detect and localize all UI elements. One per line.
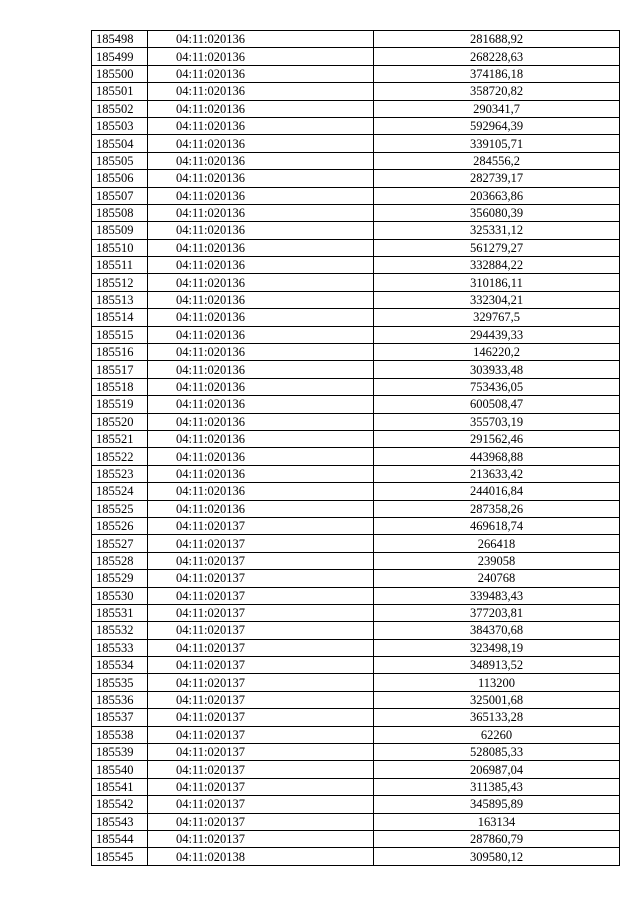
value-cell: 281688,92 [374, 31, 620, 48]
row-id-cell: 185515 [92, 326, 148, 343]
row-id-cell: 185525 [92, 500, 148, 517]
cadastral-code-text: 04:11:020136 [176, 449, 245, 464]
value-cell: 146220,2 [374, 344, 620, 361]
cadastral-code-text: 04:11:020136 [176, 240, 245, 255]
table-row [92, 483, 620, 500]
cadastral-code-text: 04:11:020137 [176, 797, 245, 812]
table-row [92, 326, 620, 343]
table-row [92, 744, 620, 761]
value-cell: 355703,19 [374, 413, 620, 430]
row-id-cell: 185537 [92, 709, 148, 726]
cadastral-code-cell [148, 48, 374, 65]
value-cell: 244016,84 [374, 483, 620, 500]
value-cell: 303933,48 [374, 361, 620, 378]
cadastral-code-cell [148, 796, 374, 813]
data-table [91, 30, 620, 866]
value-cell: 753436,05 [374, 378, 620, 395]
cadastral-code-text: 04:11:020137 [176, 536, 245, 551]
value-cell: 528085,33 [374, 744, 620, 761]
table-row [92, 430, 620, 447]
value-cell: 443968,88 [374, 448, 620, 465]
cadastral-code-text: 04:11:020136 [176, 293, 245, 308]
data-sheet [91, 30, 620, 866]
value-cell: 358720,82 [374, 83, 620, 100]
cadastral-code-cell [148, 726, 374, 743]
cadastral-code-text: 04:11:020136 [176, 49, 245, 64]
value-cell: 329767,5 [374, 309, 620, 326]
row-id-cell: 185542 [92, 796, 148, 813]
cadastral-code-cell [148, 309, 374, 326]
value-cell: 290341,7 [374, 100, 620, 117]
cadastral-code-cell [148, 65, 374, 82]
value-cell: 600508,47 [374, 396, 620, 413]
value-cell: 268228,63 [374, 48, 620, 65]
row-id-cell: 185543 [92, 813, 148, 830]
value-cell: 356080,39 [374, 204, 620, 221]
cadastral-code-text: 04:11:020136 [176, 66, 245, 81]
table-row [92, 709, 620, 726]
row-id-cell: 185539 [92, 744, 148, 761]
value-cell: 163134 [374, 813, 620, 830]
cadastral-code-cell [148, 709, 374, 726]
cadastral-code-cell [148, 204, 374, 221]
cadastral-code-text: 04:11:020136 [176, 258, 245, 273]
value-cell: 592964,39 [374, 117, 620, 134]
value-cell: 325001,68 [374, 691, 620, 708]
cadastral-code-cell [148, 222, 374, 239]
cadastral-code-cell [148, 31, 374, 48]
cadastral-code-cell [148, 639, 374, 656]
cadastral-code-cell [148, 187, 374, 204]
table-row [92, 222, 620, 239]
row-id-cell: 185500 [92, 65, 148, 82]
cadastral-code-text: 04:11:020137 [176, 710, 245, 725]
row-id-cell: 185530 [92, 587, 148, 604]
table-row [92, 309, 620, 326]
cadastral-code-cell [148, 744, 374, 761]
table-row [92, 274, 620, 291]
cadastral-code-text: 04:11:020137 [176, 519, 245, 534]
value-cell: 239058 [374, 552, 620, 569]
row-id-cell: 185532 [92, 622, 148, 639]
cadastral-code-text: 04:11:020136 [176, 466, 245, 481]
cadastral-code-cell [148, 448, 374, 465]
cadastral-code-cell [148, 552, 374, 569]
row-id-cell: 185544 [92, 830, 148, 847]
row-id-cell: 185531 [92, 604, 148, 621]
cadastral-code-text: 04:11:020136 [176, 380, 245, 394]
cadastral-code-cell [148, 830, 374, 847]
cadastral-code-cell [148, 135, 374, 152]
table-row [92, 830, 620, 847]
table-row [92, 796, 620, 813]
row-id-cell: 185534 [92, 657, 148, 674]
row-id-cell: 185516 [92, 344, 148, 361]
value-cell: 339105,71 [374, 135, 620, 152]
row-id-cell: 185511 [92, 257, 148, 274]
cadastral-code-cell [148, 657, 374, 674]
row-id-cell: 185538 [92, 726, 148, 743]
table-row [92, 239, 620, 256]
table-row [92, 778, 620, 795]
value-cell: 345895,89 [374, 796, 620, 813]
value-cell: 62260 [374, 726, 620, 743]
row-id-cell: 185508 [92, 204, 148, 221]
row-id-cell: 185521 [92, 430, 148, 447]
value-cell: 325331,12 [374, 222, 620, 239]
value-cell: 561279,27 [374, 239, 620, 256]
cadastral-code-text: 04:11:020136 [176, 119, 245, 134]
table-row [92, 622, 620, 639]
value-cell: 284556,2 [374, 152, 620, 169]
table-row [92, 535, 620, 552]
value-cell: 332884,22 [374, 257, 620, 274]
cadastral-code-cell [148, 100, 374, 117]
row-id-cell: 185527 [92, 535, 148, 552]
cadastral-code-text: 04:11:020136 [176, 101, 245, 116]
cadastral-code-text: 04:11:020137 [176, 571, 245, 586]
row-id-cell: 185522 [92, 448, 148, 465]
cadastral-code-text: 04:11:020136 [176, 32, 245, 47]
value-cell: 323498,19 [374, 639, 620, 656]
cadastral-code-cell [148, 257, 374, 274]
table-body [92, 31, 620, 866]
row-id-cell: 185519 [92, 396, 148, 413]
cadastral-code-cell [148, 430, 374, 447]
table-row [92, 500, 620, 517]
table-row [92, 413, 620, 430]
table-row [92, 639, 620, 656]
cadastral-code-text: 04:11:020136 [176, 84, 245, 99]
value-cell: 287358,26 [374, 500, 620, 517]
table-row [92, 344, 620, 361]
row-id-cell: 185528 [92, 552, 148, 569]
cadastral-code-text: 04:11:020136 [176, 223, 245, 238]
table-row [92, 204, 620, 221]
value-cell: 266418 [374, 535, 620, 552]
table-row [92, 570, 620, 587]
cadastral-code-cell [148, 117, 374, 134]
cadastral-code-cell [148, 813, 374, 830]
cadastral-code-text: 04:11:020136 [176, 345, 245, 360]
cadastral-code-cell [148, 274, 374, 291]
cadastral-code-cell [148, 326, 374, 343]
cadastral-code-text: 04:11:020137 [176, 623, 245, 638]
cadastral-code-text: 04:11:020136 [176, 327, 245, 342]
value-cell: 469618,74 [374, 517, 620, 534]
cadastral-code-text: 04:11:020136 [176, 171, 245, 186]
row-id-cell: 185509 [92, 222, 148, 239]
table-row [92, 152, 620, 169]
cadastral-code-text: 04:11:020136 [176, 206, 245, 221]
cadastral-code-cell [148, 517, 374, 534]
table-row [92, 135, 620, 152]
row-id-cell: 185502 [92, 100, 148, 117]
row-id-cell: 185505 [92, 152, 148, 169]
value-cell: 311385,43 [374, 778, 620, 795]
cadastral-code-cell [148, 239, 374, 256]
cadastral-code-cell [148, 483, 374, 500]
value-cell: 240768 [374, 570, 620, 587]
cadastral-code-cell [148, 413, 374, 430]
cadastral-code-cell [148, 570, 374, 587]
row-id-cell: 185498 [92, 31, 148, 48]
cadastral-code-text: 04:11:020136 [176, 188, 245, 203]
row-id-cell: 185524 [92, 483, 148, 500]
value-cell: 282739,17 [374, 170, 620, 187]
table-row [92, 465, 620, 482]
table-row [92, 117, 620, 134]
value-cell: 287860,79 [374, 830, 620, 847]
row-id-cell: 185503 [92, 117, 148, 134]
value-cell: 365133,28 [374, 709, 620, 726]
table-row [92, 170, 620, 187]
row-id-cell: 185523 [92, 465, 148, 482]
value-cell: 203663,86 [374, 187, 620, 204]
row-id-cell: 185541 [92, 778, 148, 795]
row-id-cell: 185535 [92, 674, 148, 691]
cadastral-code-cell [148, 761, 374, 778]
table-row [92, 83, 620, 100]
cadastral-code-cell [148, 535, 374, 552]
cadastral-code-text: 04:11:020137 [176, 693, 245, 708]
cadastral-code-cell [148, 848, 374, 865]
cadastral-code-cell [148, 500, 374, 517]
cadastral-code-text: 04:11:020136 [176, 501, 245, 516]
cadastral-code-text: 04:11:020138 [176, 849, 245, 864]
cadastral-code-text: 04:11:020136 [176, 136, 245, 151]
value-cell: 310186,11 [374, 274, 620, 291]
value-cell: 206987,04 [374, 761, 620, 778]
table-row [92, 848, 620, 865]
cadastral-code-text: 04:11:020137 [176, 832, 245, 847]
cadastral-code-text: 04:11:020137 [176, 814, 245, 829]
cadastral-code-text: 04:11:020137 [176, 745, 245, 760]
row-id-cell: 185540 [92, 761, 148, 778]
cadastral-code-text: 04:11:020136 [176, 432, 245, 447]
value-cell: 294439,33 [374, 326, 620, 343]
cadastral-code-text: 04:11:020137 [176, 675, 245, 690]
table-row [92, 604, 620, 621]
row-id-cell: 185520 [92, 413, 148, 430]
row-id-cell: 185514 [92, 309, 148, 326]
table-row [92, 726, 620, 743]
row-id-cell: 185512 [92, 274, 148, 291]
table-row [92, 378, 620, 395]
cadastral-code-cell [148, 344, 374, 361]
cadastral-code-cell [148, 83, 374, 100]
table-row [92, 657, 620, 674]
value-cell: 339483,43 [374, 587, 620, 604]
cadastral-code-text: 04:11:020137 [176, 658, 245, 673]
cadastral-code-text: 04:11:020136 [176, 484, 245, 499]
table-row [92, 65, 620, 82]
cadastral-code-text: 04:11:020137 [176, 606, 245, 621]
table-row [92, 813, 620, 830]
row-id-cell: 185507 [92, 187, 148, 204]
table-row [92, 691, 620, 708]
cadastral-code-cell [148, 361, 374, 378]
table-row [92, 552, 620, 569]
row-id-cell: 185501 [92, 83, 148, 100]
cadastral-code-cell [148, 465, 374, 482]
cadastral-code-text: 04:11:020137 [176, 762, 245, 777]
cadastral-code-cell [148, 778, 374, 795]
table-row [92, 517, 620, 534]
table-row [92, 100, 620, 117]
row-id-cell: 185526 [92, 517, 148, 534]
table-row [92, 448, 620, 465]
row-id-cell: 185504 [92, 135, 148, 152]
value-cell: 113200 [374, 674, 620, 691]
cadastral-code-text: 04:11:020137 [176, 588, 245, 603]
cadastral-code-text: 04:11:020137 [176, 727, 245, 742]
table-row [92, 31, 620, 48]
row-id-cell: 185506 [92, 170, 148, 187]
value-cell: 291562,46 [374, 430, 620, 447]
cadastral-code-text: 04:11:020136 [176, 310, 245, 325]
cadastral-code-cell [148, 587, 374, 604]
cadastral-code-text: 04:11:020136 [176, 153, 245, 168]
row-id-cell: 185536 [92, 691, 148, 708]
cadastral-code-text: 04:11:020137 [176, 640, 245, 655]
cadastral-code-cell [148, 291, 374, 308]
table-row [92, 291, 620, 308]
cadastral-code-text: 04:11:020136 [176, 362, 245, 377]
cadastral-code-cell [148, 396, 374, 413]
cadastral-code-text: 04:11:020136 [176, 397, 245, 412]
value-cell: 374186,18 [374, 65, 620, 82]
value-cell: 332304,21 [374, 291, 620, 308]
cadastral-code-cell [148, 152, 374, 169]
value-cell: 384370,68 [374, 622, 620, 639]
table-row [92, 396, 620, 413]
cadastral-code-text: 04:11:020137 [176, 553, 245, 568]
row-id-cell: 185533 [92, 639, 148, 656]
value-cell: 213633,42 [374, 465, 620, 482]
cadastral-code-cell [148, 170, 374, 187]
cadastral-code-cell [148, 674, 374, 691]
table-row [92, 674, 620, 691]
row-id-cell: 185510 [92, 239, 148, 256]
table-row [92, 361, 620, 378]
value-cell: 377203,81 [374, 604, 620, 621]
cadastral-code-cell [148, 604, 374, 621]
row-id-cell: 185545 [92, 848, 148, 865]
cadastral-code-cell [148, 622, 374, 639]
table-row [92, 257, 620, 274]
value-cell: 309580,12 [374, 848, 620, 865]
table-row [92, 761, 620, 778]
cadastral-code-text: 04:11:020136 [176, 275, 245, 290]
row-id-cell: 185517 [92, 361, 148, 378]
row-id-cell: 185499 [92, 48, 148, 65]
value-cell: 348913,52 [374, 657, 620, 674]
row-id-cell: 185518 [92, 378, 148, 395]
cadastral-code-text: 04:11:020137 [176, 779, 245, 794]
table-row [92, 48, 620, 65]
cadastral-code-cell [148, 378, 374, 395]
row-id-cell: 185513 [92, 291, 148, 308]
cadastral-code-cell [148, 691, 374, 708]
table-row [92, 587, 620, 604]
cadastral-code-text: 04:11:020136 [176, 414, 245, 429]
table-row [92, 187, 620, 204]
row-id-cell: 185529 [92, 570, 148, 587]
